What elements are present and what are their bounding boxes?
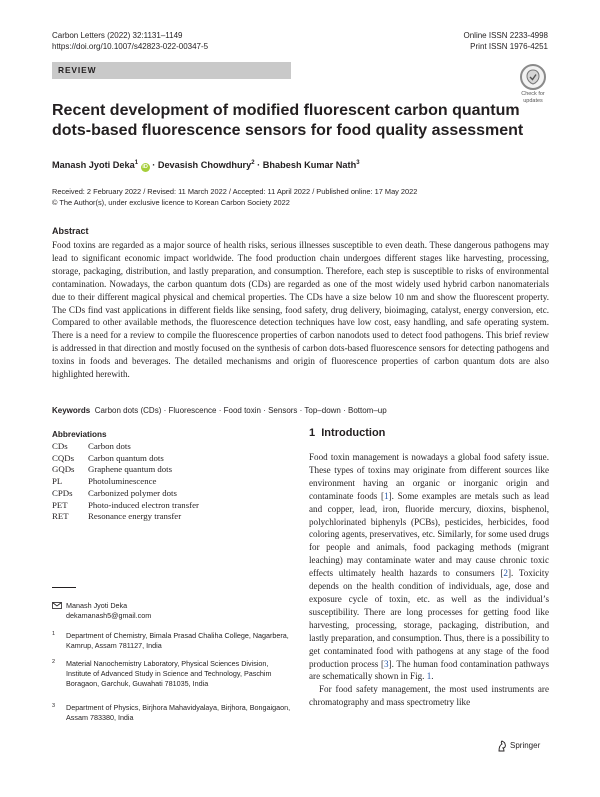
print-issn: Print ISSN 1976-4251 bbox=[470, 42, 548, 51]
doi-link[interactable]: https://doi.org/10.1007/s42823-022-00347-5 bbox=[52, 42, 209, 51]
affiliation-number: 1 bbox=[52, 631, 56, 637]
keywords-line bbox=[52, 405, 552, 416]
abbreviation-definition: Carbon quantum dots bbox=[88, 452, 164, 463]
online-issn: Online ISSN 2233-4998 bbox=[463, 31, 548, 40]
abbreviation-row bbox=[52, 441, 199, 453]
check-updates-icon bbox=[520, 64, 546, 90]
author-name[interactable]: Manash Jyoti Deka bbox=[52, 160, 135, 171]
affiliation-number: 3 bbox=[52, 703, 56, 709]
author-affiliation-mark: 3 bbox=[356, 160, 360, 166]
orcid-icon[interactable]: iD bbox=[142, 164, 148, 171]
abbreviation-term: CPDs bbox=[52, 487, 73, 498]
abbreviation-definition: Resonance energy transfer bbox=[88, 511, 182, 522]
abbreviation-term: RET bbox=[52, 511, 69, 522]
check-updates-label-2: updates bbox=[523, 98, 543, 104]
article-title: Recent development of modified fluorescent carbon quantum dots-based fluorescence sensors for food quality assessment bbox=[52, 102, 524, 139]
introduction-body bbox=[309, 451, 549, 709]
keywords-label: Keywords bbox=[52, 406, 91, 415]
contact-name: Manash Jyoti Deka bbox=[66, 601, 128, 610]
affiliation-item bbox=[52, 703, 292, 723]
citation-link[interactable]: 3 bbox=[384, 658, 389, 669]
dates-line: Received: 2 February 2022 / Revised: 11 March 2022 / Accepted: 11 April 2022 / Published online: 17 May 2022 bbox=[52, 187, 418, 196]
abbreviation-row bbox=[52, 500, 199, 512]
affiliation-item bbox=[52, 631, 292, 651]
abbreviation-row bbox=[52, 476, 199, 488]
issn-block bbox=[464, 30, 549, 52]
author-separator: · bbox=[254, 160, 263, 171]
abbreviation-term: CQDs bbox=[52, 452, 74, 463]
section-heading-introduction bbox=[309, 427, 385, 439]
publisher-name: Springer bbox=[510, 741, 541, 750]
abbreviation-row bbox=[52, 488, 199, 500]
text-run: ]. The human food contamination pathways are schematically shown in Fig. bbox=[309, 658, 549, 682]
abbreviation-row bbox=[52, 464, 199, 476]
article-type-bar: REVIEW bbox=[52, 62, 291, 79]
abbreviation-row bbox=[52, 453, 199, 465]
abbreviation-term: CDs bbox=[52, 441, 68, 451]
text-run: ]. Some examples are metals such as lead and copper, lead, iron, fluoride mercury, dioxins, bisphenol, polychlorinated biphenyls (PCBs), pesticides, herbicides, food coloring agents, preservatives, etc. Similarly, for some used drugs for people and animals, food packaging methods (migrant leaching) may contaminate water and may cause chronic toxic effects ultimately health hazards to consumers [ bbox=[309, 490, 550, 579]
envelope-icon bbox=[52, 602, 62, 612]
contact-email[interactable]: dekamanash5@gmail.com bbox=[66, 611, 152, 620]
affiliation-number: 2 bbox=[52, 659, 56, 665]
journal-line: Carbon Letters (2022) 32:1131–1149 bbox=[52, 31, 183, 40]
abbreviation-term: GQDs bbox=[52, 464, 75, 475]
author-name[interactable]: Devasish Chowdhury bbox=[157, 160, 252, 171]
affiliation-text: Department of Physics, Birjhora Mahavidyalaya, Birjhora, Bongaigaon, Assam 783380, India bbox=[66, 703, 291, 722]
abbreviation-definition: Photo-induced electron transfer bbox=[88, 499, 199, 510]
abbreviation-definition: Graphene quantum dots bbox=[88, 464, 173, 475]
author-affiliation-mark: 2 bbox=[251, 160, 255, 166]
citation-link[interactable]: 2 bbox=[503, 568, 508, 579]
figure-link[interactable]: 1 bbox=[426, 671, 432, 682]
author-affiliation-mark: 1 bbox=[134, 160, 139, 166]
abbreviation-definition: Photoluminescence bbox=[88, 476, 157, 487]
abbreviation-term: PET bbox=[52, 499, 68, 510]
abbreviation-definition: Carbonized polymer dots bbox=[88, 487, 177, 498]
publication-history bbox=[52, 187, 552, 208]
keywords-list: Carbon dots (CDs) · Fluorescence · Food toxin · Sensors · Top–down · Bottom–up bbox=[94, 406, 387, 415]
abstract-text: Food toxins are regarded as a major source of health risks, serious illnesses susceptible to even death. These dangerous pathogens may lead to significant economic impact worldwide. The food production chain undergoes different stages like harvesting, processing, storage, packaging, distribution, and lastly preparation, and consumption. Therefore, each step is susceptible to risks of environmental contamination. Nowadays, the carbon quantum dots (CDs) are regarded as one of the most widely used hybrid carbon nanomaterials due to their different magical physical and chemical properties. The CDs have a size below 10 nm and show the fluorescent property. The CDs find vast applications in different fields like sensing, food safety, drug delivery, bioimaging, catalyst, energy conversion, etc. Compared to other available methods, the fluorescence detection techniques have low cost, easy handling, and safe operating system. There is a need for a review to compile the fluorescence properties of carbon nanodots used to detect food pathogens. This brief review is addressed in that direction and mostly focused on the synthesis of carbon dots-based fluorescence sensors for detecting pathogens and toxins in foods and beverages. The detailed mechanisms and origin of fluorescence properties of carbon quantum dots are also highlighted herewith. bbox=[52, 240, 549, 380]
springer-horse-icon bbox=[497, 740, 507, 752]
corresponding-author bbox=[52, 601, 292, 621]
affiliation-text: Material Nanochemistry Laboratory, Physical Sciences Division, Institute of Advanced Study in Science and Technology, Paschim Boragaon, Garchuk, Guwahati 781035, India bbox=[66, 659, 272, 688]
abbreviations-table bbox=[52, 441, 199, 523]
text-run: . bbox=[431, 671, 434, 682]
copyright-line: © The Author(s), under exclusive licence to Korean Carbon Society 2022 bbox=[52, 197, 290, 207]
check-for-updates-badge[interactable] bbox=[516, 64, 550, 104]
abbreviation-definition: Carbon dots bbox=[88, 441, 131, 451]
text-run: ]. Toxicity depends on the health condition of individuals, age, dose and exposure cycle of toxin, etc. as well as the individual’s susceptibility. There are long processes for getting food like harvesting, processing, storage, packaging, distribution, and lastly preparation, and consumption. Thus, there is a possibility to get contaminated food with pathogens at any stage of the food production process [ bbox=[309, 568, 549, 669]
journal-citation bbox=[52, 30, 208, 52]
section-number: 1 bbox=[309, 427, 316, 439]
section-title: Introduction bbox=[321, 427, 386, 439]
footnote-divider bbox=[52, 587, 76, 588]
author-list bbox=[52, 157, 552, 172]
citation-link[interactable]: 1 bbox=[384, 490, 389, 501]
abbreviation-row bbox=[52, 511, 199, 523]
abbreviations-heading: Abbreviations bbox=[52, 430, 107, 439]
check-updates-label: Check for bbox=[521, 91, 545, 97]
abbreviation-term: PL bbox=[52, 476, 63, 487]
paragraph: For food safety management, the most used instruments are chromatography and mass spectrometry like bbox=[309, 684, 549, 708]
text-run: Food toxin management is nowadays a global food safety issue. These types of toxins may originate from different sources like environment having an organic or inorganic origin and contaminate foods [ bbox=[309, 452, 549, 501]
author-separator: · bbox=[149, 160, 158, 171]
affiliation-item bbox=[52, 659, 292, 689]
author-name[interactable]: Bhabesh Kumar Nath bbox=[262, 160, 357, 171]
abstract-heading: Abstract bbox=[52, 226, 89, 236]
paragraph bbox=[309, 451, 549, 683]
publisher-logo bbox=[497, 740, 540, 752]
affiliation-text: Department of Chemistry, Bimala Prasad Chaliha College, Nagarbera, Kamrup, Assam 781127, India bbox=[66, 631, 289, 650]
